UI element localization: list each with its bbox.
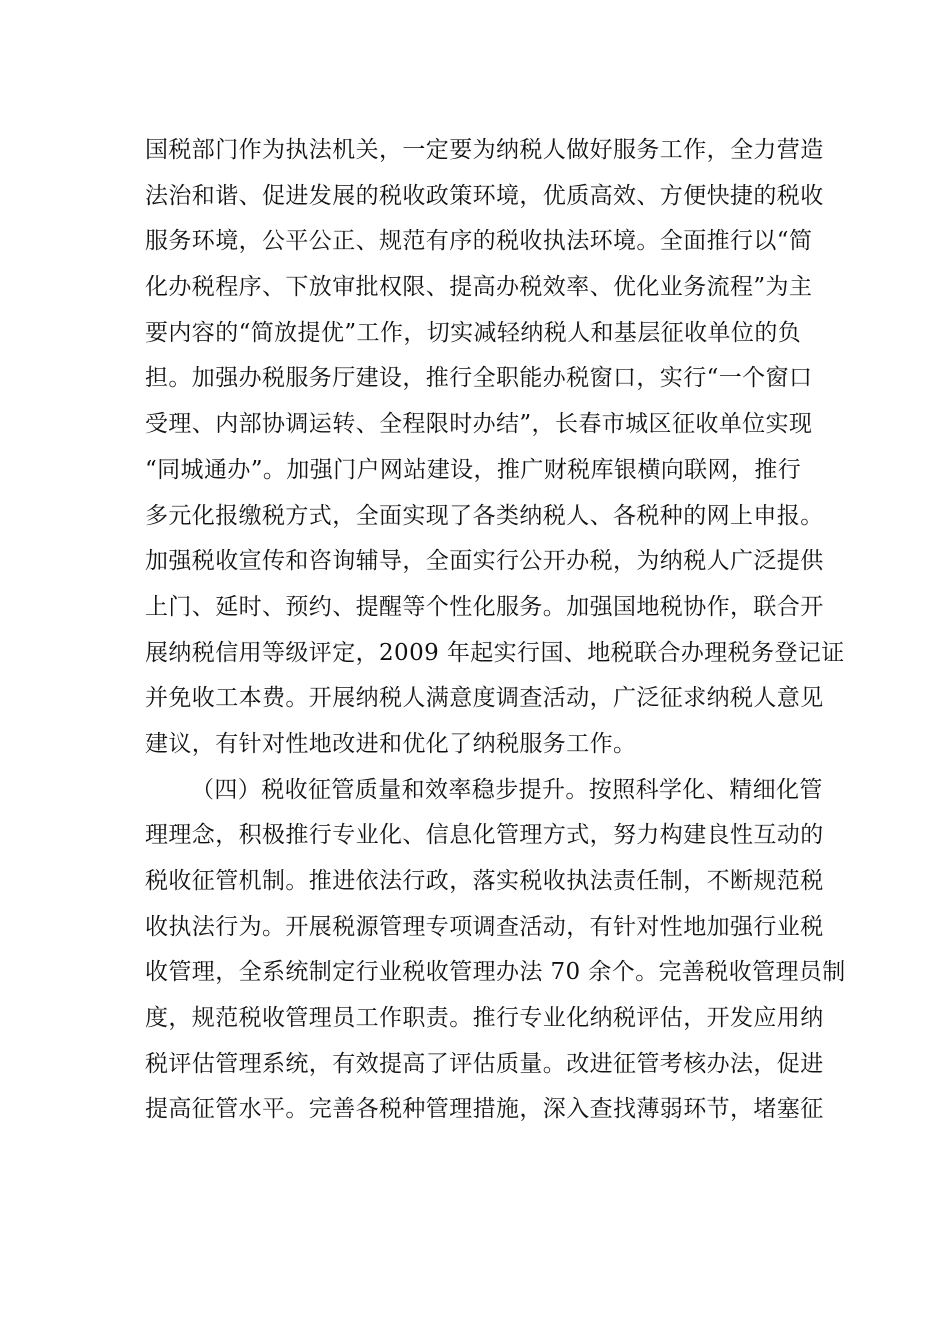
text-line: 收执法行为。开展税源管理专项调查活动，有针对性地加强行业税 bbox=[145, 913, 824, 940]
text-line: 税评估管理系统，有效提高了评估质量。改进征管考核办法，促进 bbox=[145, 1050, 824, 1077]
text-line: 税收征管机制。推进依法行政，落实税收执法责任制，不断规范税 bbox=[145, 868, 824, 894]
body-text bbox=[145, 128, 846, 1133]
text-line: 担。加强办税服务厅建设，推行全职能办税窗口，实行“一个窗口 bbox=[145, 365, 813, 392]
text-line: 法治和谐、促进发展的税收政策环境，优质高效、方便快捷的税收 bbox=[145, 182, 824, 209]
text-line: 展纳税信用等级评定，2009 年起实行国、地税联合办理税务登记证 bbox=[145, 639, 845, 666]
text-line: 上门、延时、预约、提醒等个性化服务。加强国地税协作，联合开 bbox=[145, 593, 824, 620]
text-line: 理理念，积极推行专业化、信息化管理方式，努力构建良性互动的 bbox=[145, 822, 824, 849]
text-line: 受理、内部协调运转、全程限时办结”，长春市城区征收单位实现 bbox=[145, 411, 813, 438]
text-line: 加强税收宣传和咨询辅导，全面实行公开办税，为纳税人广泛提供 bbox=[145, 548, 824, 575]
text-line: 收管理，全系统制定行业税收管理办法 70 余个。完善税收管理员制 bbox=[145, 959, 846, 986]
text-line: 国税部门作为执法机关，一定要为纳税人做好服务工作，全力营造 bbox=[145, 137, 824, 163]
text-line: 化办税程序、下放审批权限、提高办税效率、优化业务流程”为主 bbox=[145, 274, 813, 301]
text-line: 多元化报缴税方式，全面实现了各类纳税人、各税种的网上申报。 bbox=[145, 502, 824, 529]
text-line: 要内容的“简放提优”工作，切实减轻纳税人和基层征收单位的负 bbox=[145, 319, 802, 346]
text-line: 建议，有针对性地改进和优化了纳税服务工作。 bbox=[145, 730, 637, 757]
text-line: 提高征管水平。完善各税种管理措施，深入查找薄弱环节，堵塞征 bbox=[145, 1096, 824, 1123]
text-line: “同城通办”。加强门户网站建设，推广财税库银横向联网，推行 bbox=[145, 456, 802, 483]
text-line: 度，规范税收管理员工作职责。推行专业化纳税评估，开发应用纳 bbox=[145, 1005, 824, 1032]
section-heading-line: （四）税收征管质量和效率稳步提升。按照科学化、精细化管 bbox=[191, 776, 823, 803]
text-line: 并免收工本费。开展纳税人满意度调查活动，广泛征求纳税人意见 bbox=[145, 685, 824, 712]
text-line: 服务环境，公平公正、规范有序的税收执法环境。全面推行以“简 bbox=[145, 228, 813, 255]
